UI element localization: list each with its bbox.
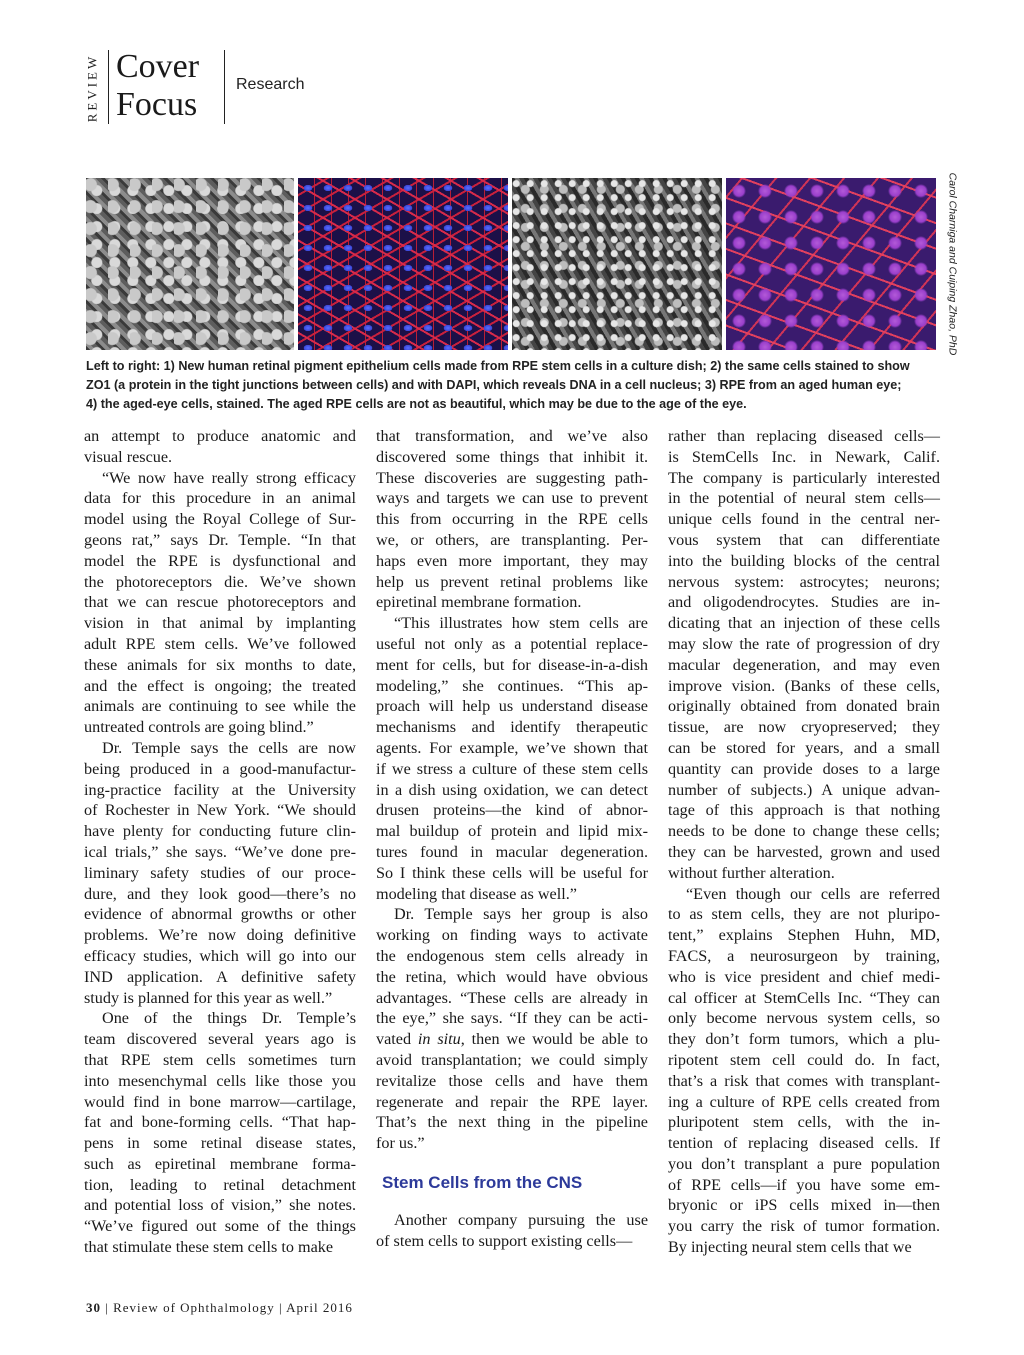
text-line: you carry the risk of tumor formation. — [668, 1217, 940, 1236]
text-line: we, or others, are transplanting. Per- — [376, 530, 648, 549]
text-line: team discovered several years ago is — [84, 1030, 356, 1049]
text-line: problems. We’re now doing definitive — [84, 926, 356, 945]
text-line: unique cells found in the central ner- — [668, 510, 940, 529]
text-line: “Even though our cells are referred — [686, 884, 940, 903]
text-line: untreated controls are going blind.” — [84, 718, 314, 737]
text-line: pluripotent stem cells, with the in- — [668, 1113, 940, 1132]
text-line: they don’t form tumors, which a plu- — [668, 1030, 940, 1049]
text-line: have plenty for conducting future clin- — [84, 822, 356, 841]
text-line: evidence of abnormal growths or other — [84, 905, 356, 924]
subhead-stem-cells-cns: Stem Cells from the CNS — [382, 1172, 583, 1192]
text-line: Dr. Temple says the cells are now — [102, 738, 356, 757]
text-line: ing a culture of RPE cells created from — [668, 1092, 940, 1111]
text-line: geons rat,” says Dr. Temple. “In that — [84, 530, 356, 549]
text-line: that stimulate these stem cells to make — [84, 1238, 334, 1257]
text-line: tent,” explains Stephen Huhn, MD, — [668, 926, 940, 945]
text-line: may slow the rate of progression of dry — [668, 634, 940, 653]
column-2-upper — [376, 426, 648, 1154]
text-line: haps even more important, they may — [376, 551, 648, 570]
photo-credit-text: Carol Charniga and Cuiping Zhao, PhD — [946, 172, 959, 356]
footer-sep: | — [279, 1300, 287, 1315]
rpe-cells-stained-photo-2 — [298, 178, 508, 350]
text-line: proach will help us understand disease — [376, 697, 648, 716]
aged-rpe-photo-3 — [512, 178, 722, 350]
text-line: to as stem cells, they are not pluripo- — [668, 905, 940, 924]
text-line: you don’t transplant a pure population — [668, 1154, 940, 1173]
text-line: and potential loss of vision,” she notes. — [84, 1196, 356, 1215]
text-line: these animals for six months to date, — [84, 655, 356, 674]
text-line: ment for cells, but for disease-in-a-dish — [376, 655, 648, 674]
text-line: modeling that disease as well.” — [376, 884, 577, 903]
text-line: “We now have really strong efficacy — [102, 468, 356, 487]
text-line: this from occurring in the RPE cells — [376, 510, 648, 529]
text-line: of stem cells to support existing cells— — [376, 1231, 633, 1250]
text-line: the eye,” she says. “If they can be acti- — [376, 1009, 648, 1028]
article-column-2 — [376, 426, 648, 1251]
text-line: vision in that animal by implanting — [84, 614, 356, 633]
text-line: drusen proteins—the kind of abnor- — [376, 801, 648, 820]
text-line: Dr. Temple says her group is also — [394, 905, 648, 924]
text-line: macular degeneration, and may even — [668, 655, 940, 674]
text-line: “This illustrates how stem cells are — [394, 614, 648, 633]
article-column-3 — [668, 426, 940, 1258]
text-line: only become nervous system cells, so — [668, 1009, 940, 1028]
photo-credit — [944, 172, 960, 356]
text-line: model using the Royal College of Sur- — [84, 510, 356, 529]
text-line: being produced in a good-manufactur- — [84, 759, 356, 778]
text-line: fat and bone-forming cells. “That hap- — [84, 1113, 356, 1132]
text-line: By injecting neural stem cells that we — [668, 1238, 912, 1257]
rpe-cells-photo-1 — [86, 178, 294, 350]
text-line: study is planned for this year as well.” — [84, 988, 333, 1007]
text-line: modeling,” she continues. “This ap- — [376, 676, 648, 695]
text-line: tention of replacing diseased cells. If — [668, 1134, 940, 1153]
page-footer — [86, 1300, 353, 1316]
text-line: that’s a risk that comes with transplant- — [668, 1071, 940, 1090]
text-line: Another company pursuing the use — [394, 1210, 648, 1229]
text-line: One of the things Dr. Temple’s — [102, 1009, 356, 1028]
text-line: data for this procedure in an animal — [84, 489, 356, 508]
header-divider-left — [108, 50, 109, 124]
text-line: IND application. A definitive safety — [84, 967, 356, 986]
text-line: in a dish using oxidation, we can detect — [376, 780, 648, 799]
caption-line: Left to right: 1) New human retinal pigment epithelium cells made from RPE stem cells in a culture dish; 2) the same cells stained to show — [86, 359, 910, 373]
text-line: agents. For example, we’ve shown that — [376, 738, 648, 757]
text-line: That’s the next thing in the pipeline — [376, 1113, 648, 1132]
text-line: model the RPE is dysfunctional and — [84, 551, 356, 570]
text-line: vous system that can differentiate — [668, 530, 940, 549]
text-line: cal officer at StemCells Inc. “They can — [668, 988, 940, 1007]
text-line: and oligodendrocytes. Studies are in- — [668, 593, 940, 612]
text-line: without further alteration. — [668, 863, 835, 882]
photo-caption — [86, 357, 946, 414]
text-line: working on finding ways to activate — [376, 926, 648, 945]
text-line: adult RPE stem cells. We’ve followed — [84, 634, 356, 653]
text-line: can be stored for years, and a small — [668, 738, 940, 757]
text-line: animals are continuing to see while the — [84, 697, 356, 716]
page-number: 30 — [86, 1300, 101, 1315]
text-line: dicating that an injection of these cells — [668, 614, 940, 633]
text-line: useful not only as a potential replace- — [376, 634, 648, 653]
text-line: advantages. “These cells are already in — [376, 988, 648, 1007]
text-line: ripotent stem cell could do. In fact, — [668, 1050, 940, 1069]
text-line: efficacy studies, which will go into our — [84, 946, 356, 965]
text-line: into mesenchymal cells like those you — [84, 1071, 356, 1090]
text-line: and the effect is ongoing; the treated — [84, 676, 356, 695]
review-kicker-text: REVIEW — [84, 53, 100, 123]
article-column-1 — [84, 426, 356, 1258]
publication-name: Review of Ophthalmology — [113, 1300, 275, 1315]
text-line: for us.” — [376, 1134, 425, 1153]
text-line: tion, leading to retinal detachment — [84, 1175, 356, 1194]
text-line: vated in situ, then we would be able to — [376, 1030, 649, 1049]
text-line: that we can rescue photoreceptors and — [84, 593, 356, 612]
text-line: FACS, a neurosurgeon by training, — [668, 946, 940, 965]
text-line: the photoreceptors die. We’ve shown — [84, 572, 356, 591]
text-line: of RPE cells—if you have some em- — [668, 1175, 940, 1194]
text-line: regenerate and repair the RPE layer. — [376, 1092, 648, 1111]
text-line: nervous system: astrocytes; neurons; — [668, 572, 940, 591]
text-line: bryonic or iPS cells mixed in—then — [668, 1196, 940, 1215]
text-line: number of subjects.) A unique advan- — [668, 780, 940, 799]
text-line: they can be harvested, grown and used — [668, 842, 940, 861]
text-line: visual rescue. — [84, 447, 173, 466]
text-line: into the building blocks of the central — [668, 551, 940, 570]
footer-sep: | — [105, 1300, 114, 1315]
header-divider-right — [224, 50, 225, 124]
text-line: revitalize those cells and have them — [376, 1071, 648, 1090]
text-line: discovered some things that inhibit it. — [376, 447, 648, 466]
aged-rpe-stained-photo-4 — [726, 178, 936, 350]
text-line: ways and targets we can use to prevent — [376, 489, 648, 508]
text-line: So I think these cells will be useful for — [376, 863, 648, 882]
text-line: the endogenous stem cells already in — [376, 946, 648, 965]
text-line: who is vice president and chief medi- — [668, 967, 940, 986]
text-line: the retina, which would have obvious — [376, 967, 648, 986]
text-line: help us prevent retinal problems like — [376, 572, 648, 591]
text-line: improve vision. (Banks of these cells, — [668, 676, 940, 695]
text-line: originally obtained from donated brain — [668, 697, 940, 716]
text-line: ing-practice facility at the University — [84, 780, 356, 799]
text-line: “We’ve figured out some of the things — [84, 1217, 356, 1236]
text-line: would find in bone marrow—cartilage, — [84, 1092, 356, 1111]
review-kicker — [66, 52, 118, 124]
text-line: These discoveries are suggesting path- — [376, 468, 648, 487]
text-line: ical trials,” she says. “We’ve done pre- — [84, 842, 356, 861]
text-line: pens in some retinal disease states, — [84, 1134, 356, 1153]
text-line: an attempt to produce anatomic and — [84, 427, 356, 445]
text-line: quantity can provide doses to a large — [668, 759, 940, 778]
text-line: epiretinal membrane formation. — [376, 593, 582, 612]
column-2-lower — [376, 1210, 648, 1252]
caption-line: 4) the aged-eye cells, stained. The aged RPE cells are not as beautiful, which may be due to the age of the eye. — [86, 397, 747, 411]
text-line: mechanisms and identify therapeutic — [376, 718, 648, 737]
text-line: tissue, are now cryopreserved; they — [668, 718, 940, 737]
text-line: tures found in macular degeneration. — [376, 842, 648, 861]
text-line: dure, and they look good—there’s no — [84, 884, 356, 903]
section-label: Research — [236, 76, 305, 93]
text-line: if we stress a culture of these stem cells — [376, 759, 648, 778]
text-line: is StemCells Inc. in Newark, Calif. — [668, 447, 940, 466]
text-line: mal buildup of protein and lipid mix- — [376, 822, 648, 841]
text-line: avoid transplantation; we could simply — [376, 1050, 648, 1069]
text-line: in the potential of neural stem cells— — [668, 489, 940, 508]
text-line: rather than replacing diseased cells— — [668, 427, 940, 445]
text-line: liminary safety studies of our proce- — [84, 863, 356, 882]
section-title-focus: Focus — [116, 86, 198, 123]
text-line: tage of this approach is that nothing — [668, 801, 940, 820]
text-line: such as epiretinal membrane forma- — [84, 1154, 356, 1173]
text-line: of Rochester in New York. “We should — [84, 801, 356, 820]
text-line: needs to be done to change these cells; — [668, 822, 940, 841]
issue-date: April 2016 — [286, 1300, 353, 1315]
text-line: that RPE stem cells sometimes turn — [84, 1050, 356, 1069]
text-line: The company is particularly interested — [668, 468, 940, 487]
caption-line: ZO1 (a protein in the tight junctions between cells) and with DAPI, which reveals DNA in a cell nucleus; 3) RPE from an aged human eye; — [86, 378, 902, 392]
text-line: that transformation, and we’ve also — [376, 427, 648, 445]
section-title-cover: Cover — [116, 48, 200, 85]
